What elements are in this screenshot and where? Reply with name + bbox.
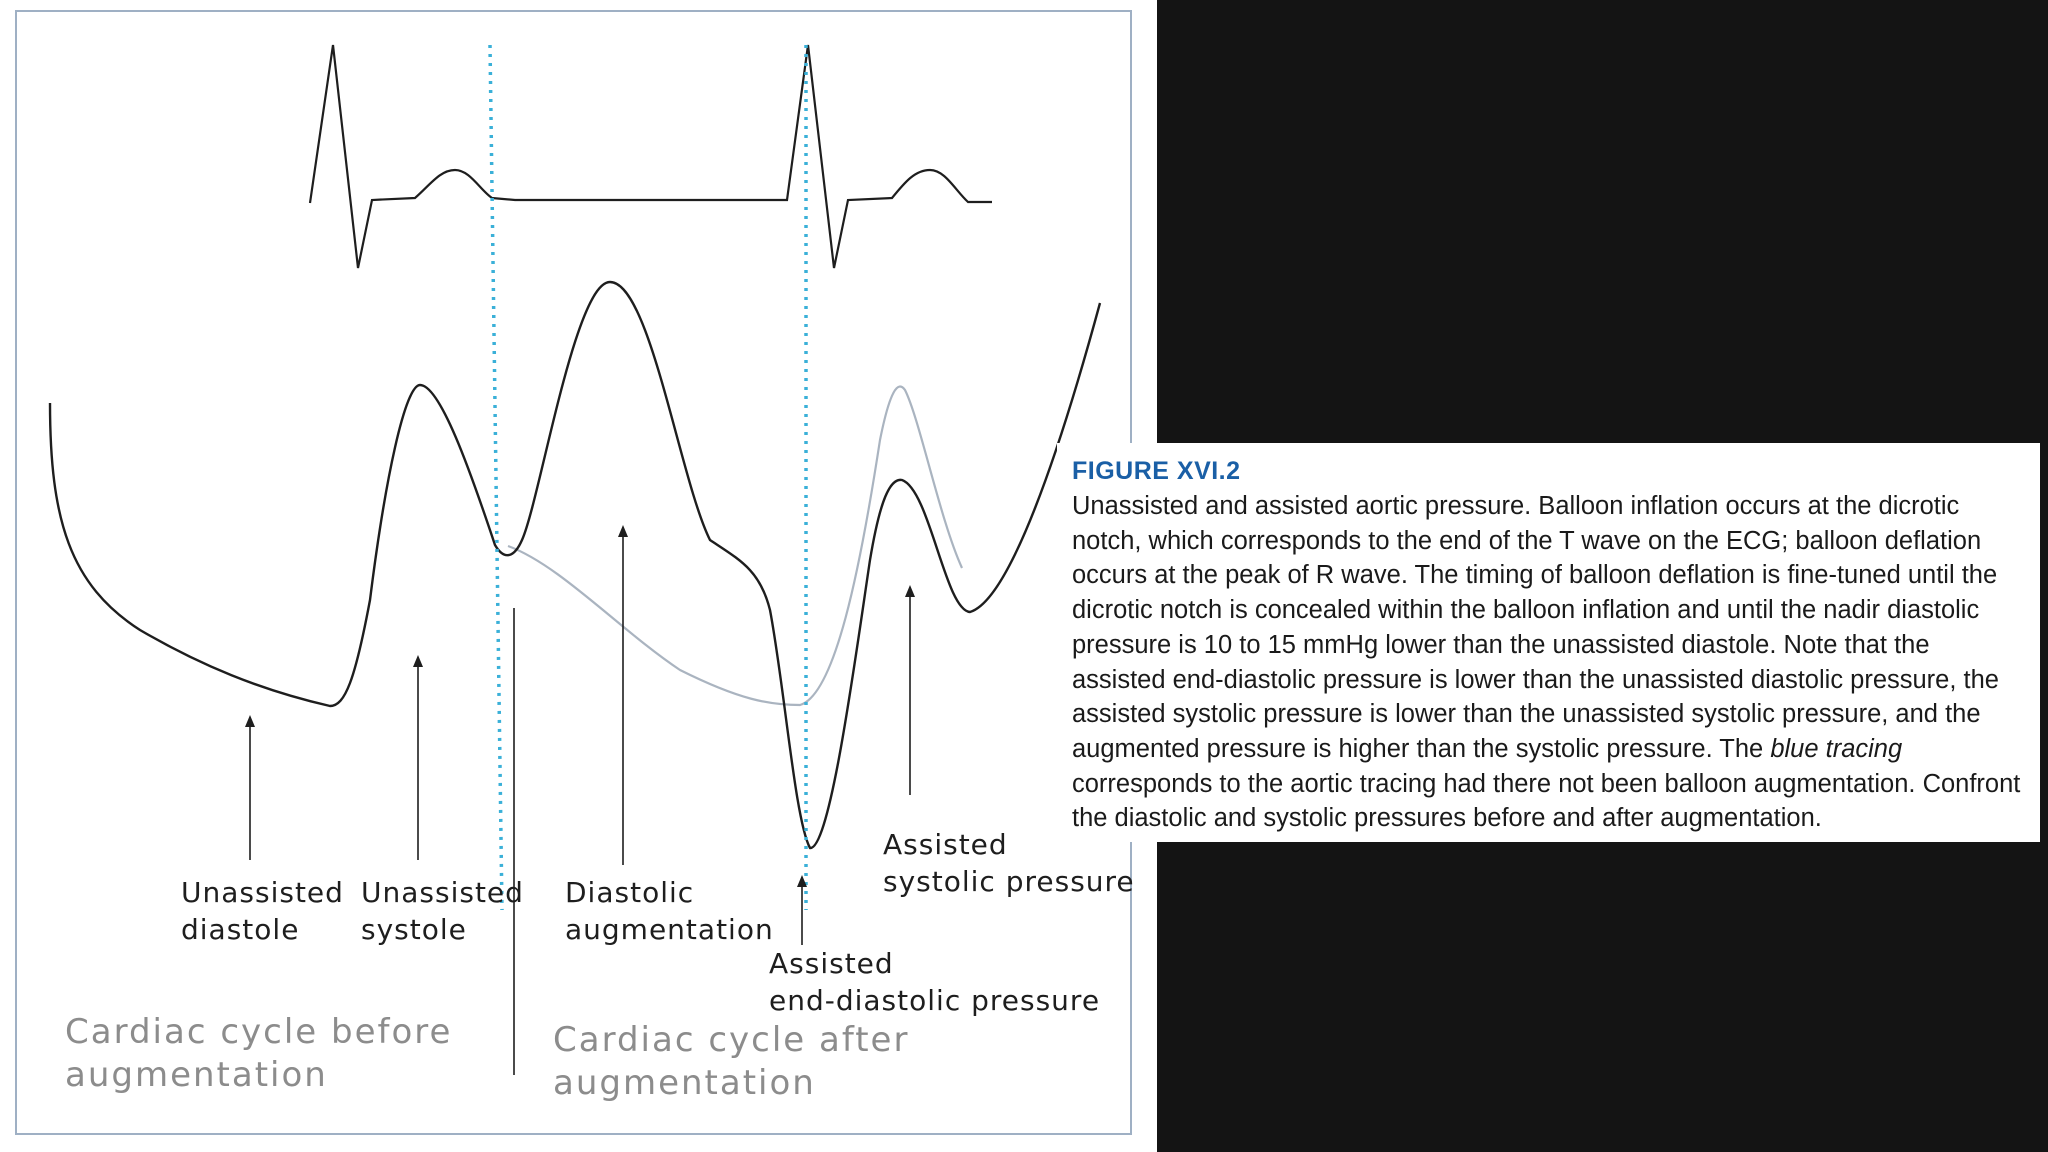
arrow-unassisted-systole <box>413 655 423 860</box>
label-line: diastole <box>181 913 300 946</box>
arrow-unassisted-diastole <box>245 715 255 860</box>
label-line: end-diastolic pressure <box>769 984 1101 1017</box>
label-unassisted-systole <box>361 874 524 948</box>
inflation-timing-line <box>490 45 502 910</box>
ecg-trace <box>310 45 992 268</box>
label-line: augmentation <box>565 913 774 946</box>
arrow-diastolic-augmentation <box>618 525 628 865</box>
label-diastolic-augmentation <box>565 874 774 948</box>
arrow-assisted-systolic <box>905 585 915 795</box>
aortic-pressure-trace <box>50 282 1100 848</box>
label-line: Diastolic <box>565 876 695 909</box>
caption-text-part: corresponds to the aortic tracing had there not been balloon augmentation. Confront the diastolic and systolic pressures before and after augmentation. <box>1072 769 2021 833</box>
section-line: Cardiac cycle after <box>553 1020 910 1060</box>
label-unassisted-diastole <box>181 874 344 948</box>
section-line: Cardiac cycle before <box>65 1012 453 1052</box>
label-line: Assisted <box>769 947 894 980</box>
caption-emphasis: blue tracing <box>1770 734 1903 763</box>
section-line: augmentation <box>65 1055 328 1095</box>
label-line: Unassisted <box>181 876 344 909</box>
label-line: Unassisted <box>361 876 524 909</box>
label-line: systolic pressure <box>883 865 1135 898</box>
label-line: systole <box>361 913 467 946</box>
unassisted-aortic-trace <box>508 387 962 705</box>
section-label-before <box>65 1011 452 1097</box>
caption-text-part: Unassisted and assisted aortic pressure. Balloon inflation occurs at the dicrotic notch, which corresponds to the end of the T wave on the ECG; balloon deflation occurs at the peak of R wave. The timing of balloon deflation is fine-tuned until the dicrotic notch is concealed within the balloon inflation and until the nadir diastolic pressure is 10 to 15 mmHg lower than the unassisted diastole. Note that the assisted end-diastolic pressure is lower than the unassisted diastolic pressure, the assisted systolic pressure is lower than the unassisted systolic pressure, and the augmented pressure is higher than the systolic pressure. The <box>1072 492 1999 763</box>
label-assisted-end-diastolic <box>769 945 1100 1019</box>
section-line: augmentation <box>553 1063 816 1103</box>
caption-text <box>1072 489 2026 836</box>
section-label-after <box>553 1019 909 1105</box>
caption-title: FIGURE XVI.2 <box>1072 457 1241 485</box>
figure-caption <box>1057 443 2040 842</box>
label-line: Assisted <box>883 828 1008 861</box>
